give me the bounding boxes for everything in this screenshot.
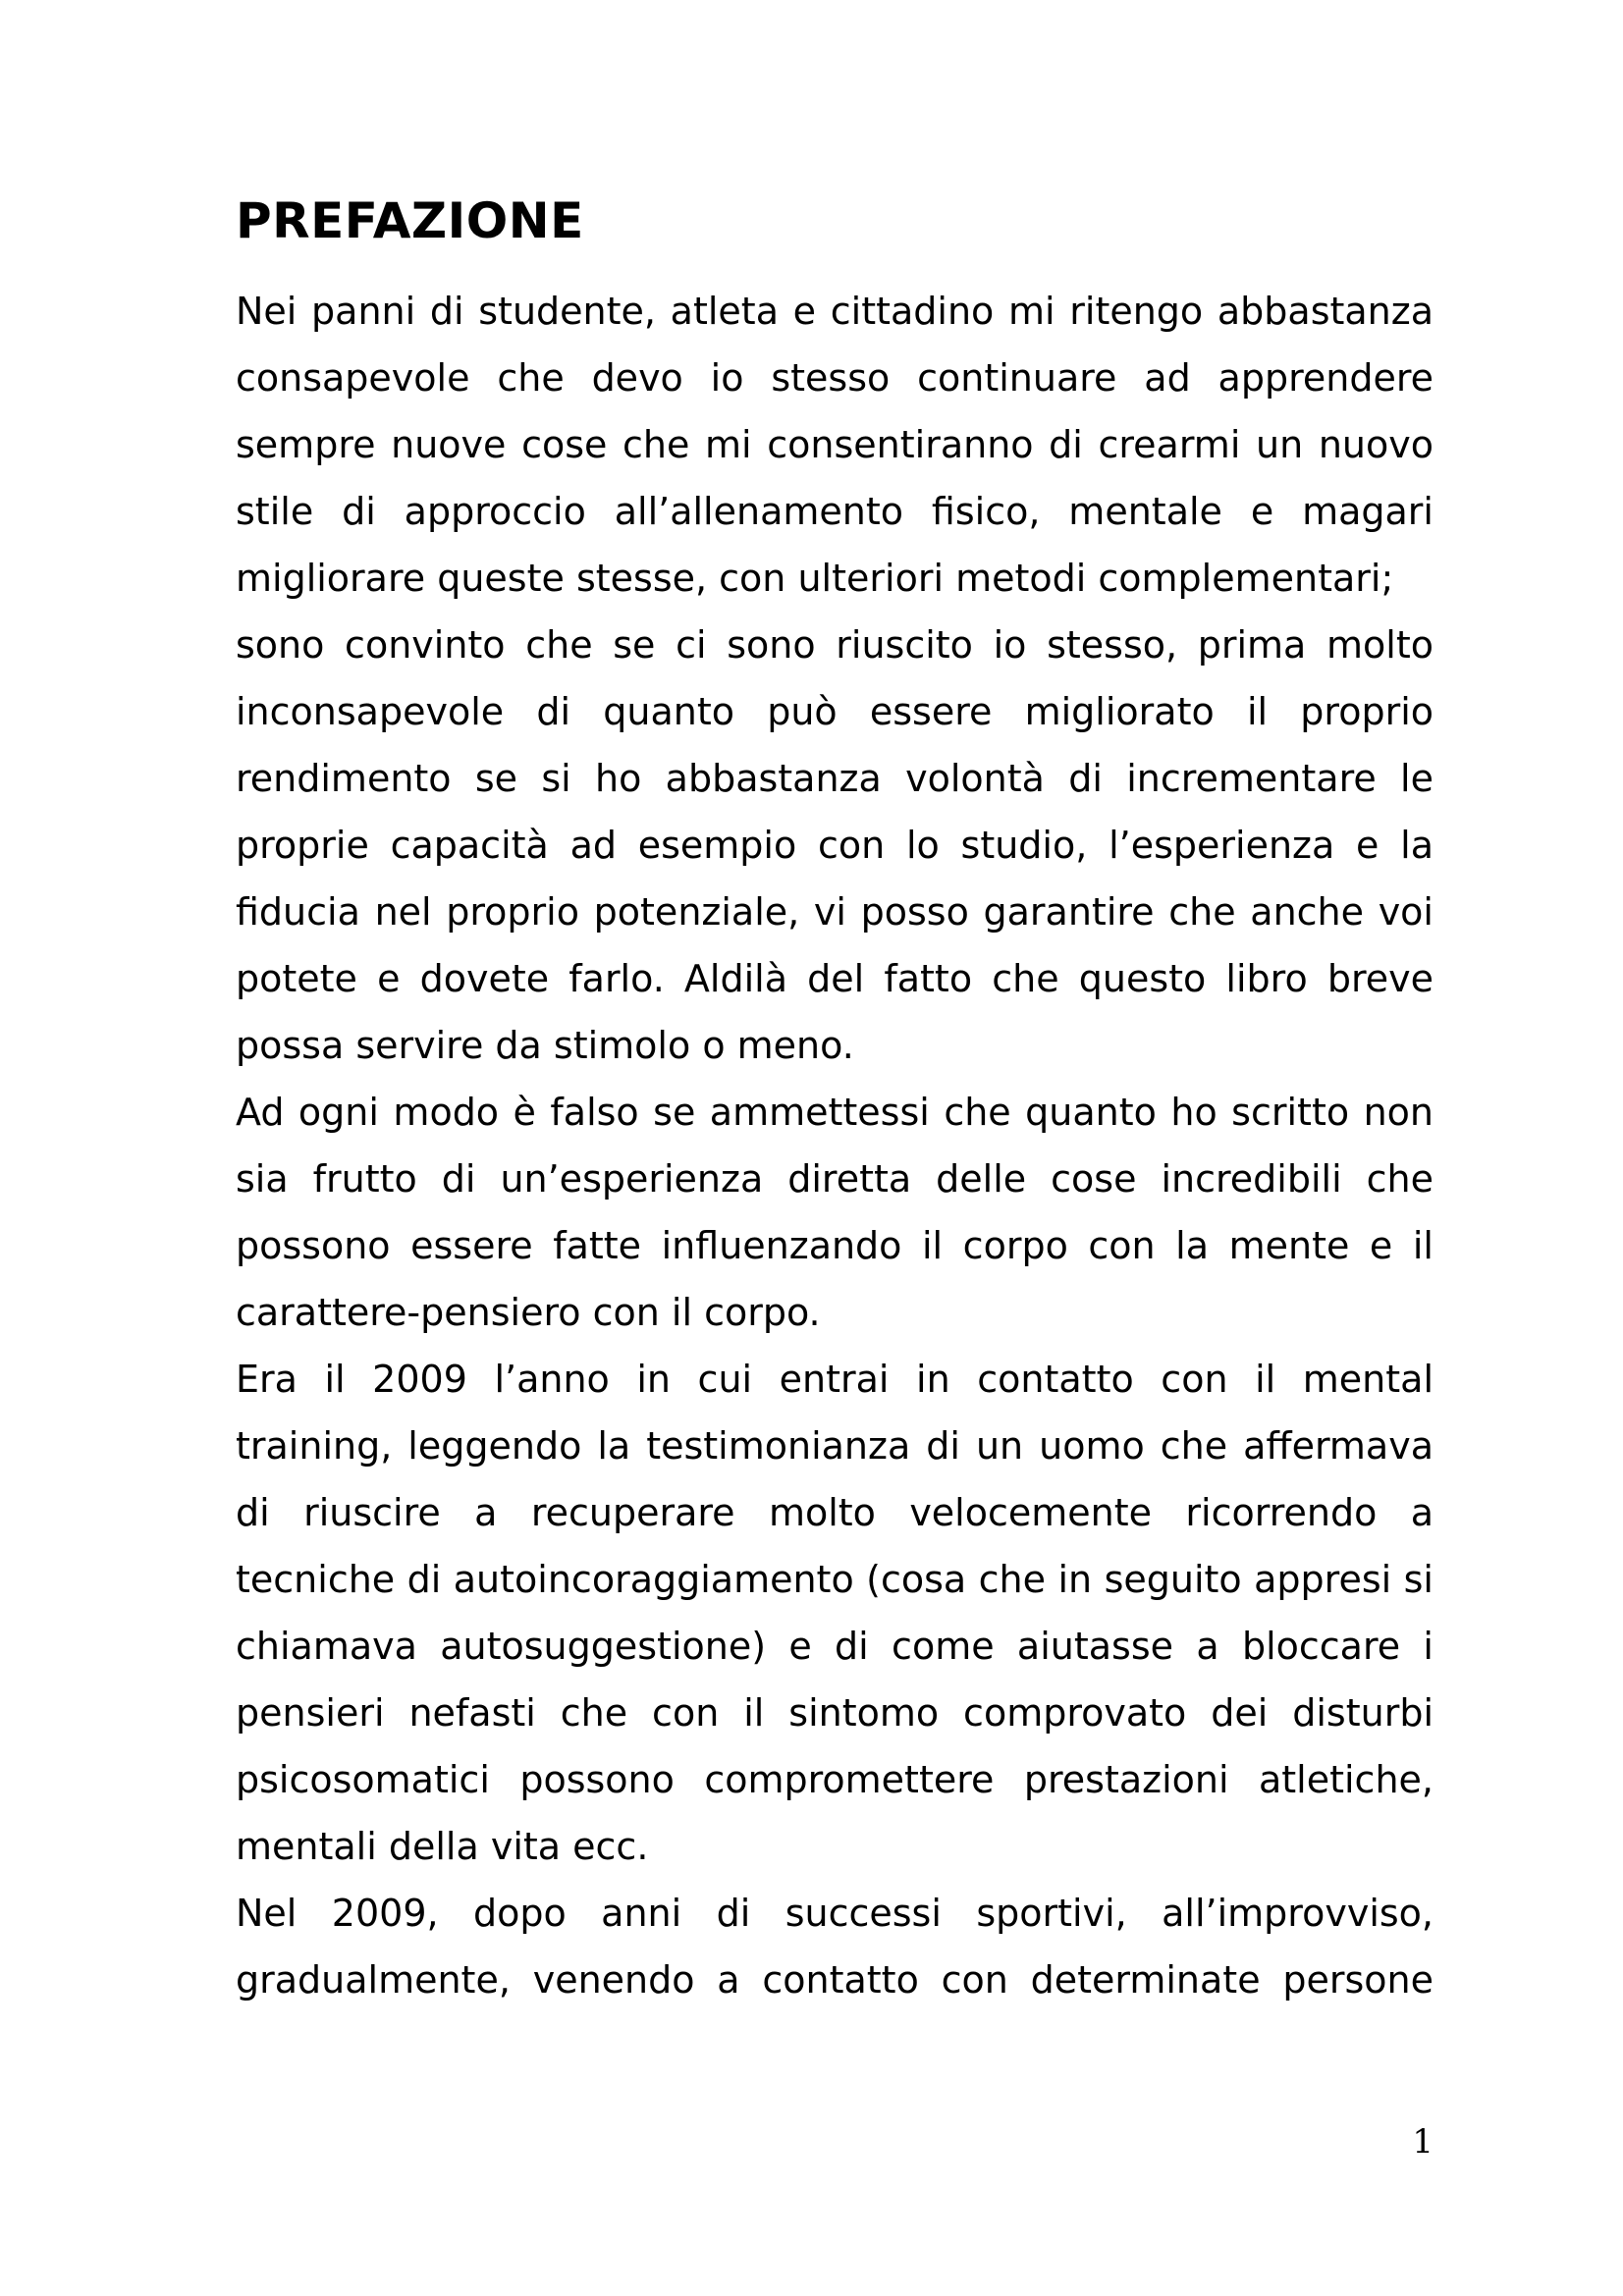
page-number: 1 — [1412, 2122, 1434, 2162]
page-title: PREFAZIONE — [236, 192, 584, 249]
paragraph-1: Nei panni di studente, atleta e cittadino mi ritengo abbastanza consapevole che devo io stesso continuare ad apprendere sempre nuove cose che mi consentiranno di crearmi un nuovo stile di approccio all’allenamento fisico, mentale e magari migliorare queste stesse, con ulteriori metodi complementari; — [236, 290, 1434, 600]
paragraph-4: Era il 2009 l’anno in cui entrai in contatto con il mental training, leggendo la testimonianza di un uomo che affermava di riuscire a recuperare molto velocemente ricorrendo a tecniche di autoincoraggiamento (cosa che in seguito appresi si chiamava autosuggestione) e di come aiutasse a bloccare i pensieri nefasti che con il sintomo comprovato dei disturbi psicosomatici possono compromettere prestazioni atletiche, mentali della vita ecc. — [236, 1358, 1434, 1868]
paragraph-5: Nel 2009, dopo anni di successi sportivi, all’improvviso, gradualmente, venendo a contatto con determinate persone — [236, 1892, 1434, 2002]
paragraph-2: sono convinto che se ci sono riuscito io stesso, prima molto inconsapevole di quanto può essere migliorato il proprio rendimento se si ho abbastanza volontà di incrementare le proprie capacità ad esempio con lo studio, l’esperienza e la fiducia nel proprio potenziale, vi posso garantire che anche voi potete e dovete farlo. Aldilà del fatto che questo libro breve possa servire da stimolo o meno. — [236, 623, 1434, 1067]
body-text — [236, 278, 1434, 2013]
paragraph-3: Ad ogni modo è falso se ammettessi che quanto ho scritto non sia frutto di un’esperienza diretta delle cose incredibili che possono essere fatte influenzando il corpo con la mente e il carattere-pensiero con il corpo. — [236, 1091, 1434, 1334]
